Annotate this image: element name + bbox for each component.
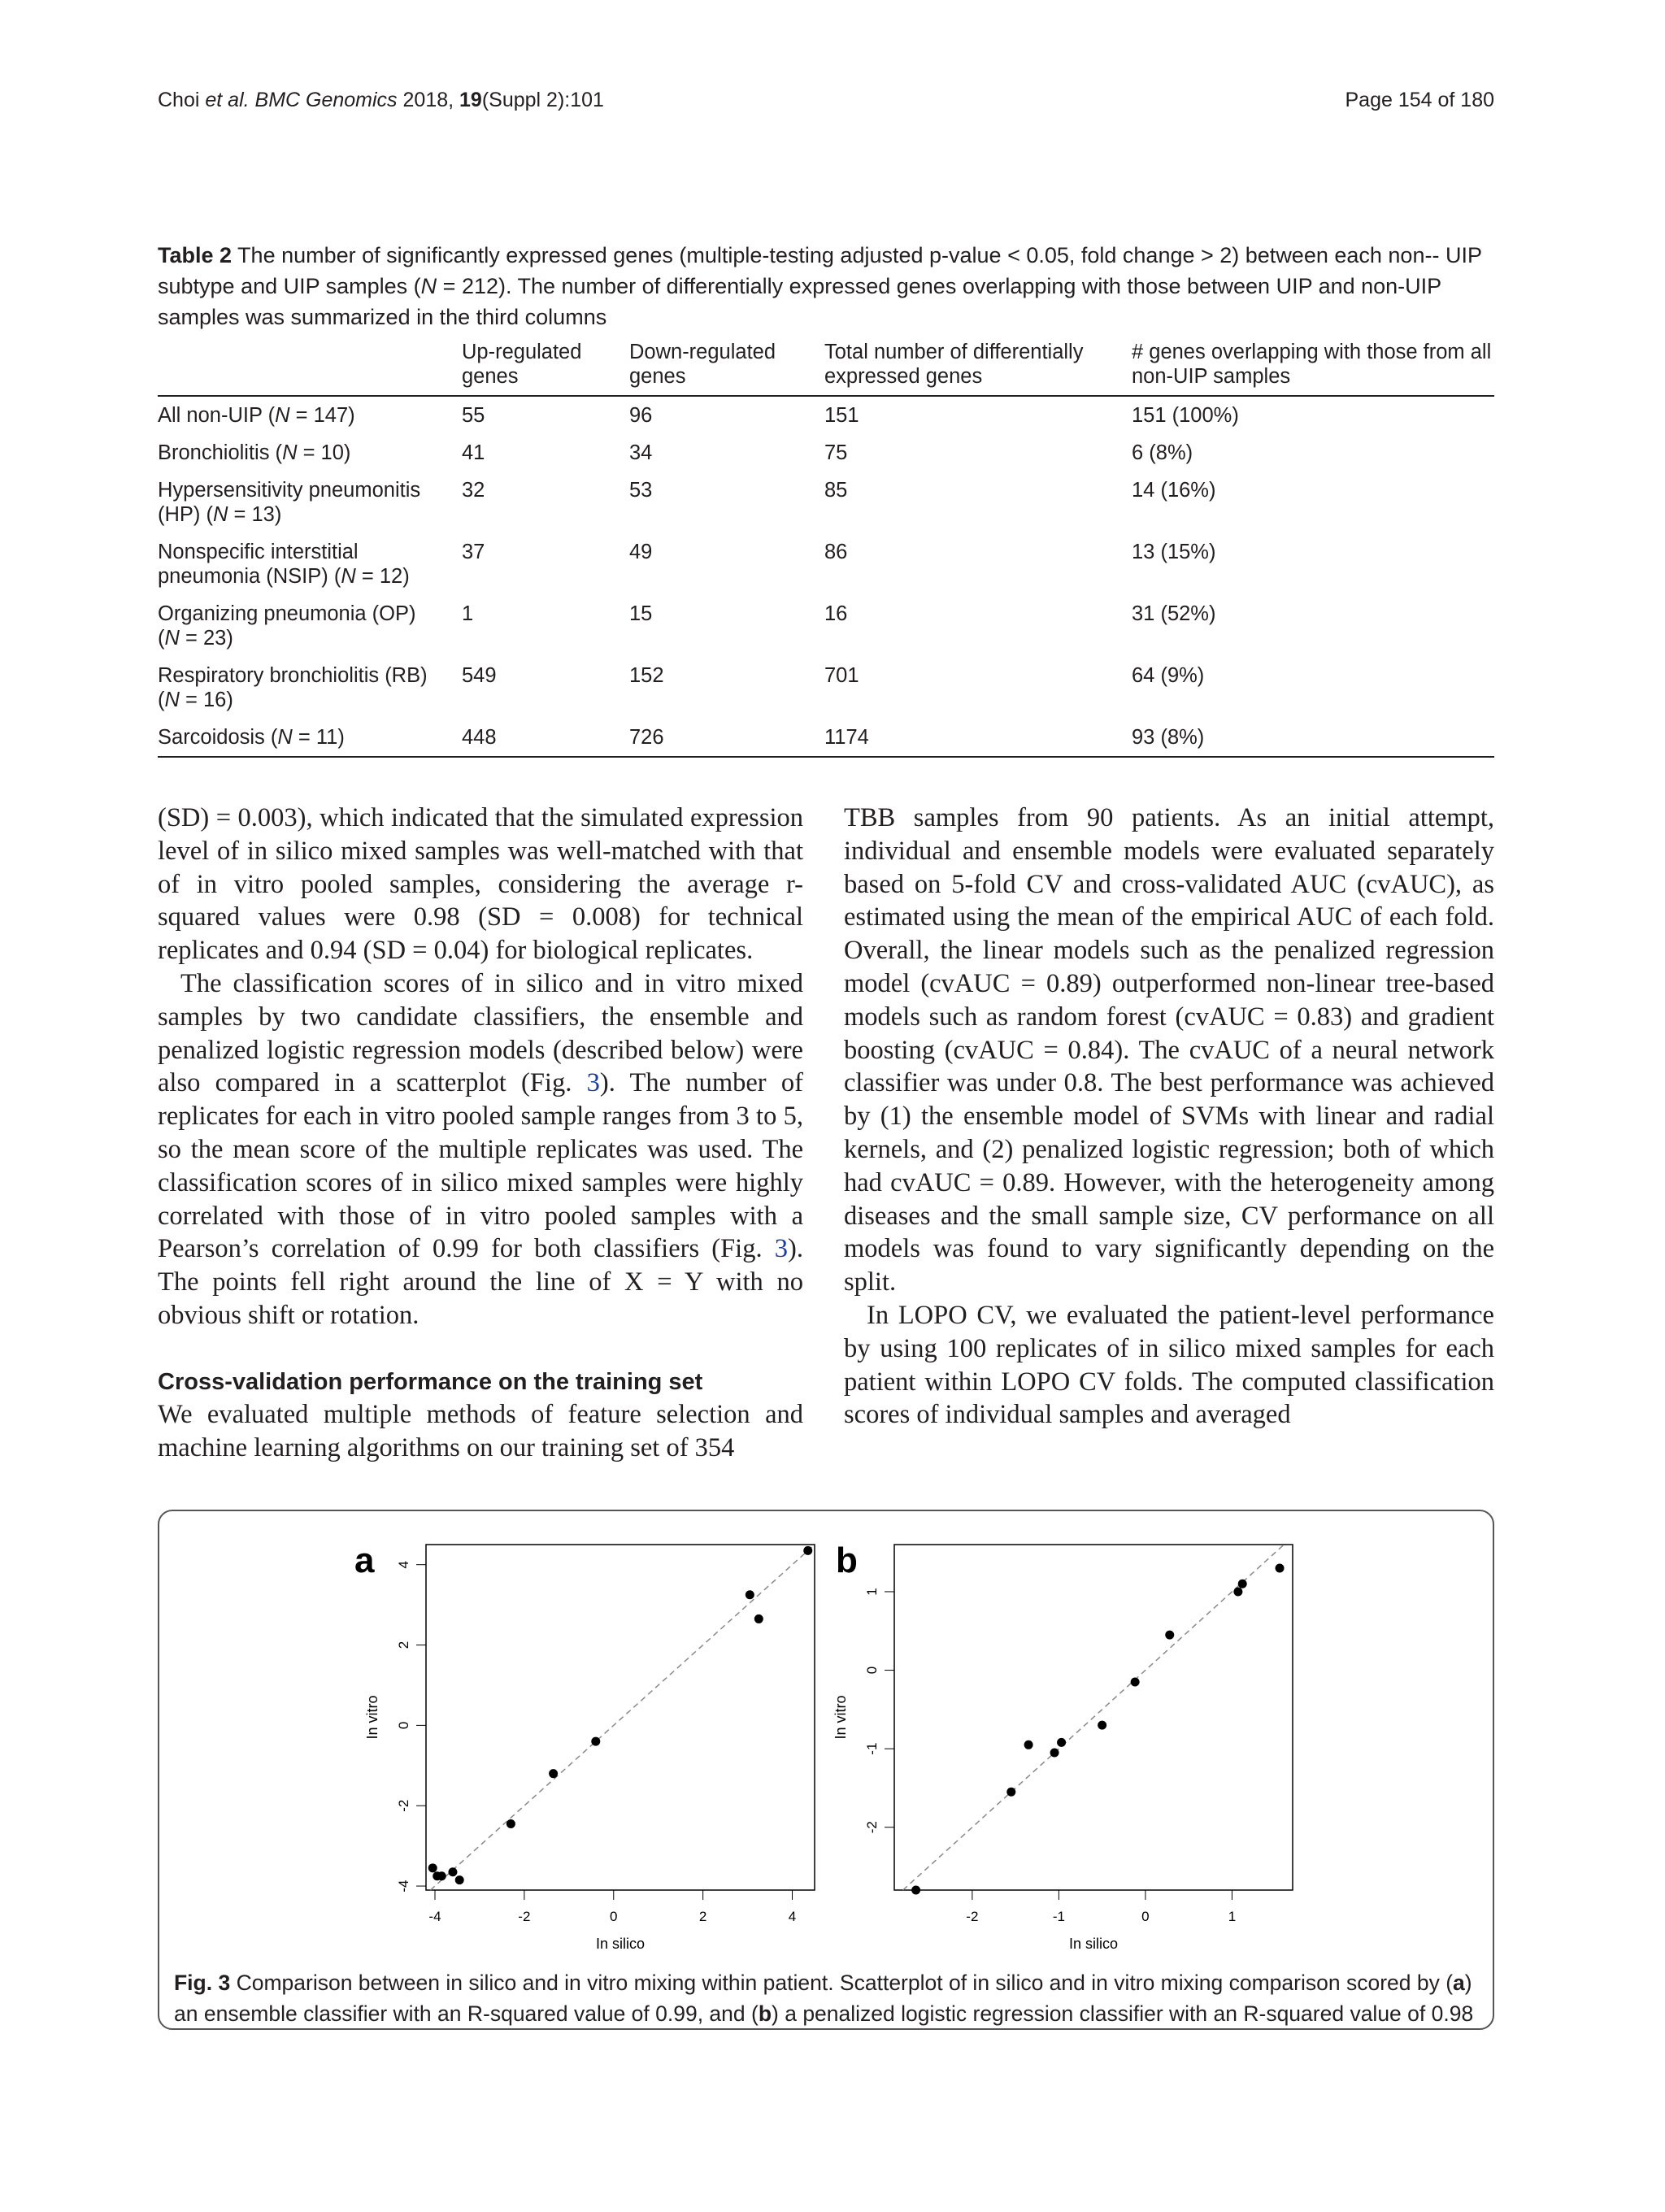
identity-reference-line: [430, 1545, 815, 1890]
y-tick-label: -4: [396, 1880, 411, 1893]
y-tick-label: 0: [396, 1721, 411, 1730]
y-tick-label: 2: [396, 1641, 411, 1649]
cell-total: 151: [824, 404, 859, 427]
data-point: [549, 1769, 558, 1778]
cell-up-regulated: 41: [462, 441, 485, 464]
paragraph: The classification scores of in silico and in vitro mixed samples by two candidate classifiers, the ensemble and penalized logistic regression models (described below) were also compared in a scatterplot (Fig. 3). The number of replicates for each in vitro pooled sample ranges from 3 to 5, so the mean score of the multiple replicates was used. The classification scores of in silico mixed samples were highly correlated with those of in vitro pooled samples with a Pearson’s correlation of 0.99 for both classifiers (Fig. 3). The points fell right around the line of X = Y with no obvious shift or rotation.: [158, 968, 803, 1330]
cell-overlap: 151 (100%): [1132, 404, 1239, 427]
cell-up-regulated: 37: [462, 541, 485, 563]
data-point: [1276, 1563, 1285, 1572]
data-point: [1238, 1580, 1247, 1588]
panel-label-a: a: [354, 1541, 375, 1581]
column-header-total: Total number of differentially expressed genes: [824, 337, 1132, 396]
x-tick-label: 4: [788, 1909, 797, 1924]
y-tick-label: 1: [864, 1588, 880, 1596]
x-tick-label: 0: [610, 1909, 618, 1924]
cell-down-regulated: 96: [629, 404, 653, 427]
row-label: Bronchiolitis (N = 10): [158, 441, 351, 464]
data-point: [506, 1819, 515, 1828]
figure-reference-link[interactable]: 3: [586, 1068, 600, 1098]
cell-down-regulated: 152: [629, 664, 664, 687]
y-axis-label: In vitro: [832, 1695, 849, 1740]
running-header-page-number: Page 154 of 180: [1345, 89, 1494, 111]
row-label: Organizing pneumonia (OP) (N = 23): [158, 602, 416, 650]
paragraph: TBB samples from 90 patients. As an initial attempt, individual and ensemble models were evaluated separately based on 5-fold CV and cross-validated AUC (cvAUC), as estimated using the mean of the empirical AUC of each fold. Overall, the linear models such as the penalized regression model (cvAUC = 0.89) outperformed non-linear tree-based models such as random forest (cvAUC = 0.83) and gradient boosting (cvAUC = 0.84). The cvAUC of a neural network classifier was under 0.8. The best performance was achieved by (1) the ensemble model of SVMs with linear and radial kernels, and (2) penalized logistic regression; both of which had cvAUC = 0.89. However, with the heterogeneity among diseases and the small sample size, CV performance on all models was found to vary significantly depending on the split.: [844, 803, 1494, 1297]
cell-overlap: 14 (16%): [1132, 479, 1216, 502]
cell-overlap: 13 (15%): [1132, 541, 1216, 563]
cell-down-regulated: 15: [629, 602, 653, 625]
data-point: [911, 1886, 920, 1895]
x-axis-label: In silico: [1068, 1936, 1119, 1952]
row-label: All non-UIP (N = 147): [158, 404, 355, 427]
plot-frame: [426, 1545, 815, 1890]
cell-down-regulated: 53: [629, 479, 653, 502]
y-tick-label: 0: [864, 1666, 880, 1675]
paragraph: In LOPO CV, we evaluated the patient-level performance by using 100 replicates of in silico mixed samples for each patient within LOPO CV folds. The computed classification scores of individual samples and averaged: [844, 1300, 1494, 1430]
y-tick-label: -1: [864, 1742, 880, 1755]
x-tick-label: -2: [518, 1909, 531, 1924]
cell-overlap: 64 (9%): [1132, 664, 1205, 687]
y-tick-label: -2: [864, 1821, 880, 1834]
cell-total: 701: [824, 664, 859, 687]
scatterplot-panel-a: [354, 1541, 815, 1952]
x-tick-label: 1: [1228, 1909, 1237, 1924]
data-point: [1050, 1748, 1059, 1757]
table-caption: Table 2 The number of significantly expressed genes (multiple-testing adjusted p-value < 0.05, fold change > 2) between each non-- UIP subtype and UIP samples (N = 212). The number of differentially expressed genes overlapping with those between UIP and non-UIP samples was summarized in the third columns: [158, 243, 1482, 329]
data-point: [754, 1614, 763, 1623]
cell-up-regulated: 448: [462, 719, 629, 757]
data-point: [455, 1875, 464, 1884]
x-tick-label: -2: [966, 1909, 979, 1924]
column-header-up: Up-regulated genes: [462, 337, 629, 396]
x-tick-label: -4: [428, 1909, 441, 1924]
cell-up-regulated: 549: [462, 664, 497, 687]
running-header-citation: Choi et al. BMC Genomics 2018, 19(Suppl 2):101: [158, 89, 604, 111]
cell-down-regulated: 49: [629, 541, 653, 563]
x-tick-label: -1: [1052, 1909, 1065, 1924]
data-point: [448, 1867, 457, 1876]
cell-down-regulated: 34: [629, 441, 653, 464]
data-point: [746, 1590, 754, 1599]
data-point: [428, 1863, 437, 1872]
y-axis-label: In vitro: [364, 1695, 380, 1740]
row-label: Sarcoidosis (N = 11): [158, 719, 462, 757]
y-tick-label: 4: [396, 1560, 411, 1569]
data-point: [1131, 1678, 1140, 1687]
cell-total: 86: [824, 541, 848, 563]
cell-overlap: 6 (8%): [1132, 441, 1193, 464]
data-point: [591, 1737, 600, 1746]
cell-overlap: 31 (52%): [1132, 602, 1216, 625]
scatterplot-panel-b: [832, 1541, 1293, 1952]
data-point: [1024, 1740, 1033, 1749]
identity-reference-line: [903, 1545, 1285, 1890]
row-label: Hypersensitivity pneumonitis (HP) (N = 13): [158, 479, 421, 526]
cell-up-regulated: 1: [462, 602, 474, 625]
x-tick-label: 0: [1141, 1909, 1150, 1924]
section-heading: Cross-validation performance on the training set: [158, 1368, 703, 1395]
data-point: [1057, 1738, 1066, 1747]
x-tick-label: 2: [698, 1909, 707, 1924]
data-point: [803, 1546, 812, 1555]
panel-label-b: b: [836, 1541, 858, 1581]
row-label: Respiratory bronchiolitis (RB) (N = 16): [158, 664, 428, 711]
cell-up-regulated: 55: [462, 404, 485, 427]
y-tick-label: -2: [396, 1799, 411, 1812]
column-header-overlap: # genes overlapping with those from all non-UIP samples: [1132, 337, 1494, 396]
cell-total: 75: [824, 441, 848, 464]
cell-total: 16: [824, 602, 848, 625]
paragraph: (SD) = 0.003), which indicated that the simulated expression level of in silico mixed samples was well-matched with that of in vitro pooled samples, considering the average r-squared values were 0.98 (SD = 0.008) for technical replicates and 0.94 (SD = 0.04) for biological replicates.: [158, 803, 803, 966]
data-point: [1233, 1587, 1242, 1596]
cell-total: 1174: [824, 719, 1132, 757]
column-header-down: Down-regulated genes: [629, 337, 824, 396]
data-point: [437, 1871, 446, 1880]
cell-total: 85: [824, 479, 848, 502]
cell-down-regulated: 726: [629, 719, 824, 757]
data-point: [1165, 1631, 1174, 1640]
row-label: Nonspecific interstitial pneumonia (NSIP) (N = 12): [158, 541, 410, 588]
figure-caption: Fig. 3 Comparison between in silico and in vitro mixing within patient. Scatterplot of in silico and in vitro mixing comparison scored by (a) an ensemble classifier with an R-squared value of 0.99, and (b) a penalized logistic regression classifier with an R-squared value of 0.98: [174, 1971, 1474, 2026]
cell-up-regulated: 32: [462, 479, 485, 502]
figure-reference-link[interactable]: 3: [774, 1234, 789, 1264]
x-axis-label: In silico: [595, 1936, 646, 1952]
data-point: [1098, 1721, 1106, 1730]
cell-overlap: 93 (8%): [1132, 719, 1494, 757]
paragraph: We evaluated multiple methods of feature selection and machine learning algorithms on our training set of 354: [158, 1400, 803, 1463]
data-point: [1006, 1788, 1015, 1797]
